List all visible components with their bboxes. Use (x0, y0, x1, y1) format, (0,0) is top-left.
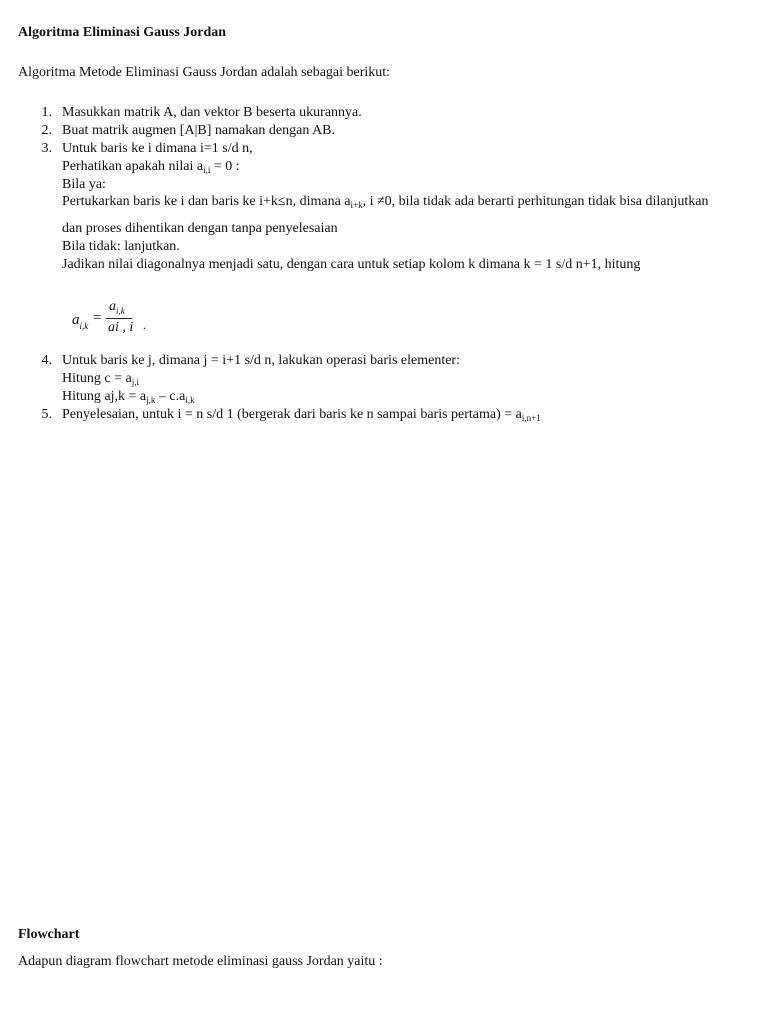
step-text: Bila ya: (62, 177, 106, 192)
step-text (62, 406, 541, 424)
step-text (62, 388, 195, 406)
step-text-part: – c.a (155, 389, 186, 404)
formula-num-base: a (109, 299, 116, 314)
step-text-part: Penyelesaian, untuk i = n s/d 1 (bergerak dari baris ke n sampai baris pertama) = a (62, 407, 522, 422)
step-text-part: Hitung aj,k = a (62, 389, 147, 404)
subscript: i,k (185, 395, 195, 405)
step-text-part: = 0 : (210, 159, 240, 174)
formula-lhs-base: a (72, 312, 80, 328)
subscript: j,k (146, 395, 156, 405)
formula-lhs-sub: i,k (79, 321, 89, 331)
subscript: i,n+1 (521, 413, 541, 423)
step-text: Untuk baris ke i dimana i=1 s/d n, (62, 141, 253, 156)
step-text: Bila tidak: lanjutkan. (62, 239, 180, 254)
step-text-part: Hitung c = a (62, 371, 132, 386)
step-text: Buat matrik augmen [A|B] namakan dengan AB. (62, 123, 336, 138)
formula-lhs (72, 312, 88, 329)
step-number: 5. (41, 407, 52, 422)
formula-numerator (109, 299, 125, 315)
subscript: i,i (203, 165, 211, 175)
step-text-part: Perhatikan apakah nilai a (62, 159, 204, 174)
step-text (62, 158, 240, 176)
step-text: dan proses dihentikan dengan tanpa penyelesaian (62, 221, 338, 236)
step-text: Masukkan matrik A, dan vektor B beserta ukurannya. (62, 105, 362, 120)
step-text: Untuk baris ke j, dimana j = i+1 s/d n, lakukan operasi baris elementer: (62, 353, 460, 368)
step-text-part: , i ≠0, bila tidak ada berarti perhitungan tidak bisa dilanjutkan (362, 194, 709, 209)
step-text (62, 370, 139, 388)
section-intro: Algoritma Metode Eliminasi Gauss Jordan adalah sebagai berikut: (18, 65, 391, 80)
section-title: Algoritma Eliminasi Gauss Jordan (18, 25, 227, 40)
step-number: 1. (41, 105, 52, 120)
formula-equals: = (93, 310, 102, 326)
fraction-bar (106, 318, 132, 319)
flowchart-title: Flowchart (18, 927, 80, 942)
subscript: i+k (350, 200, 363, 210)
formula-denominator: ai , i (108, 320, 134, 335)
step-number: 4. (41, 353, 52, 368)
step-text (62, 193, 709, 211)
diagonal-formula (72, 298, 162, 340)
subscript: j,i (131, 377, 139, 387)
formula-num-sub: i,k (116, 306, 125, 316)
flowchart-intro: Adapun diagram flowchart metode eliminasi gauss Jordan yaitu : (18, 954, 383, 969)
step-text-part: Pertukarkan baris ke i dan baris ke i+k≤n, dimana a (62, 194, 351, 209)
formula-trail: . (143, 318, 146, 332)
step-text: Jadikan nilai diagonalnya menjadi satu, dengan cara untuk setiap kolom k dimana k = 1 s/d n+1, hitung (62, 257, 641, 272)
step-number: 2. (41, 123, 52, 138)
step-number: 3. (41, 141, 52, 156)
